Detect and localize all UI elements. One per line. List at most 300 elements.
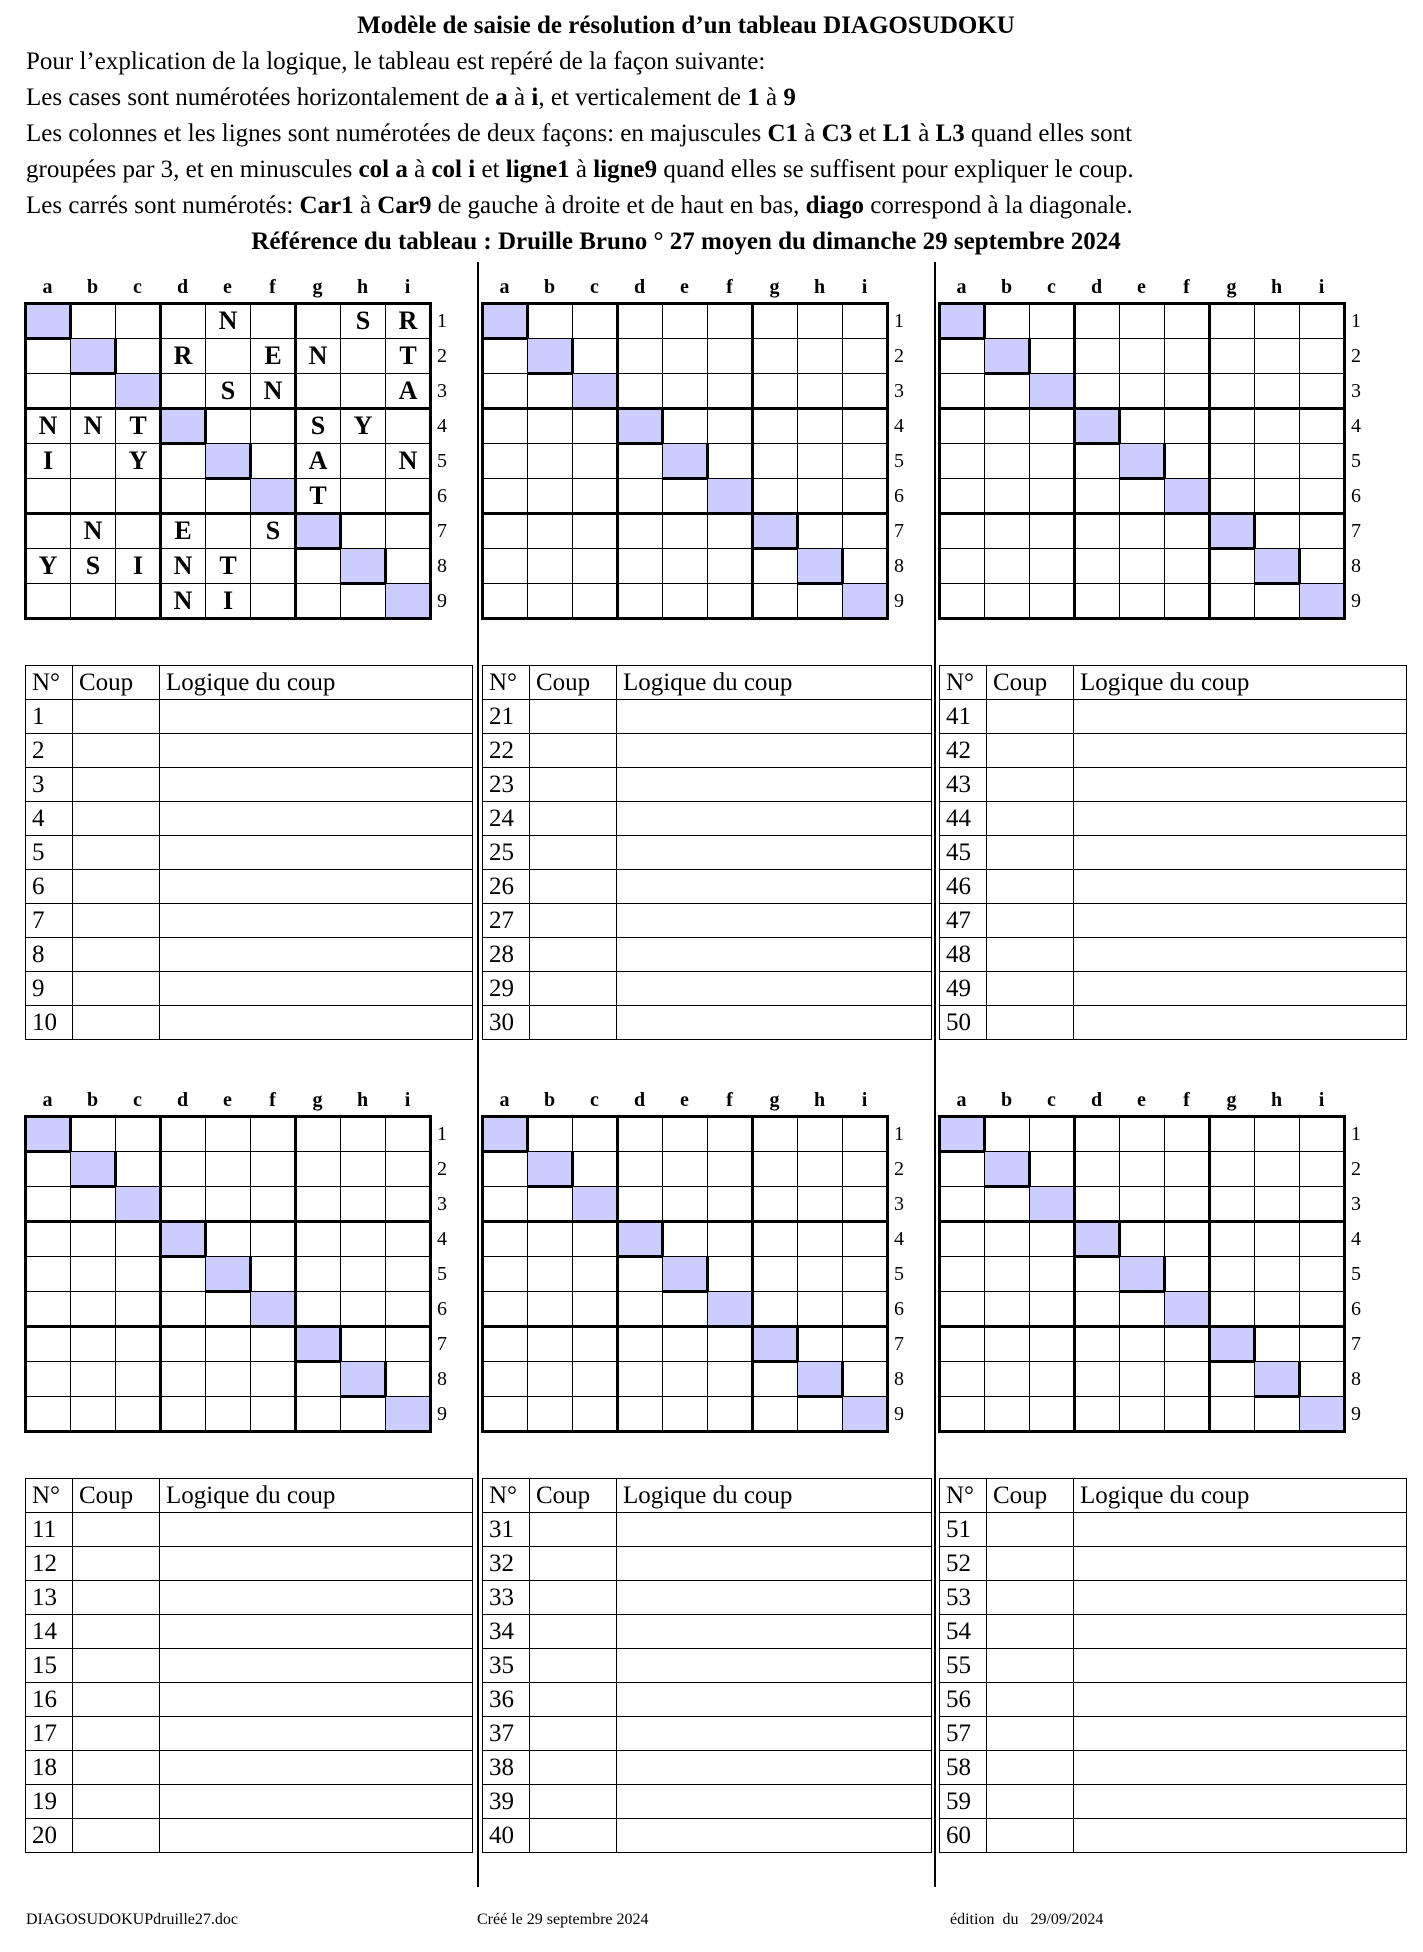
grid-cell[interactable] — [842, 1116, 888, 1152]
move-coup-cell[interactable] — [987, 1649, 1074, 1683]
move-coup-cell[interactable] — [73, 1615, 160, 1649]
move-coup-cell[interactable] — [530, 870, 617, 904]
grid-cell[interactable] — [572, 443, 618, 479]
move-logic-cell[interactable] — [1074, 938, 1407, 972]
grid-cell[interactable] — [1164, 1326, 1210, 1362]
grid-cell[interactable] — [482, 338, 528, 374]
move-logic-cell[interactable] — [160, 904, 473, 938]
grid-cell[interactable] — [662, 1326, 708, 1362]
grid-cell[interactable] — [842, 1221, 888, 1257]
grid-cell[interactable] — [527, 1361, 573, 1397]
diagonal-cell[interactable] — [797, 1361, 843, 1397]
grid-cell[interactable] — [1119, 1151, 1165, 1187]
move-logic-cell[interactable] — [1074, 1547, 1407, 1581]
grid-cell[interactable] — [482, 513, 528, 549]
move-coup-cell[interactable] — [73, 734, 160, 768]
grid-cell[interactable] — [797, 408, 843, 444]
grid-cell[interactable] — [617, 1186, 663, 1222]
diagonal-cell[interactable] — [527, 1151, 573, 1187]
move-logic-cell[interactable] — [160, 700, 473, 734]
grid-cell[interactable] — [25, 1326, 71, 1362]
move-coup-cell[interactable] — [530, 734, 617, 768]
move-coup-cell[interactable] — [987, 1717, 1074, 1751]
grid-cell[interactable] — [752, 1361, 798, 1397]
grid-cell[interactable]: N — [70, 513, 116, 549]
grid-cell[interactable] — [617, 548, 663, 584]
grid-cell[interactable] — [842, 303, 888, 339]
grid-cell[interactable] — [617, 1361, 663, 1397]
move-coup-cell[interactable] — [987, 700, 1074, 734]
move-coup-cell[interactable] — [530, 1751, 617, 1785]
diagonal-cell[interactable] — [1254, 548, 1300, 584]
grid-cell[interactable] — [1209, 548, 1255, 584]
grid-cell[interactable] — [295, 1186, 341, 1222]
grid-cell[interactable] — [340, 583, 386, 619]
diagonal-cell[interactable] — [205, 443, 251, 479]
grid-cell[interactable] — [1254, 303, 1300, 339]
grid-cell[interactable] — [662, 303, 708, 339]
grid-cell[interactable] — [1119, 1396, 1165, 1432]
grid-cell[interactable] — [250, 1326, 296, 1362]
grid-cell[interactable] — [1254, 1116, 1300, 1152]
grid-cell[interactable] — [115, 1361, 161, 1397]
grid-cell[interactable] — [939, 1221, 985, 1257]
grid-cell[interactable] — [340, 478, 386, 514]
grid-cell[interactable] — [1254, 1186, 1300, 1222]
grid-cell[interactable] — [842, 478, 888, 514]
grid-cell[interactable]: A — [295, 443, 341, 479]
grid-cell[interactable] — [25, 1361, 71, 1397]
grid-cell[interactable] — [797, 1116, 843, 1152]
move-coup-cell[interactable] — [987, 1785, 1074, 1819]
grid-cell[interactable] — [250, 408, 296, 444]
grid-cell[interactable] — [1254, 1326, 1300, 1362]
grid-cell[interactable] — [527, 478, 573, 514]
grid-cell[interactable] — [1029, 583, 1075, 619]
grid-cell[interactable] — [1029, 1326, 1075, 1362]
grid-cell[interactable] — [1254, 1256, 1300, 1292]
grid-cell[interactable] — [1164, 408, 1210, 444]
grid-cell[interactable] — [1119, 513, 1165, 549]
grid-cell[interactable] — [1119, 1186, 1165, 1222]
grid-cell[interactable] — [842, 1186, 888, 1222]
move-coup-cell[interactable] — [987, 802, 1074, 836]
grid-cell[interactable] — [752, 1256, 798, 1292]
grid-cell[interactable] — [295, 548, 341, 584]
move-logic-cell[interactable] — [160, 938, 473, 972]
grid-cell[interactable] — [482, 583, 528, 619]
grid-cell[interactable] — [572, 1221, 618, 1257]
grid-cell[interactable] — [617, 1151, 663, 1187]
move-coup-cell[interactable] — [987, 1751, 1074, 1785]
grid-cell[interactable] — [662, 1396, 708, 1432]
grid-cell[interactable] — [752, 1221, 798, 1257]
grid-cell[interactable] — [617, 583, 663, 619]
grid-cell[interactable] — [939, 373, 985, 409]
move-logic-cell[interactable] — [617, 904, 932, 938]
move-coup-cell[interactable] — [73, 1785, 160, 1819]
grid-cell[interactable] — [250, 583, 296, 619]
move-logic-cell[interactable] — [1074, 734, 1407, 768]
move-logic-cell[interactable] — [617, 1547, 932, 1581]
grid-cell[interactable] — [70, 1256, 116, 1292]
move-coup-cell[interactable] — [73, 1513, 160, 1547]
move-coup-cell[interactable] — [987, 972, 1074, 1006]
grid-cell[interactable] — [527, 1396, 573, 1432]
grid-cell[interactable] — [1074, 583, 1120, 619]
grid-cell[interactable] — [70, 1116, 116, 1152]
move-logic-cell[interactable] — [617, 768, 932, 802]
grid-cell[interactable] — [1164, 548, 1210, 584]
grid-cell[interactable] — [1074, 1256, 1120, 1292]
grid-cell[interactable] — [1299, 373, 1345, 409]
move-logic-cell[interactable] — [617, 972, 932, 1006]
move-logic-cell[interactable] — [1074, 1751, 1407, 1785]
diagonal-cell[interactable] — [385, 583, 431, 619]
grid-cell[interactable] — [527, 373, 573, 409]
move-logic-cell[interactable] — [160, 768, 473, 802]
grid-cell[interactable] — [939, 1396, 985, 1432]
grid-cell[interactable] — [797, 338, 843, 374]
grid-cell[interactable] — [797, 583, 843, 619]
grid-cell[interactable] — [1119, 478, 1165, 514]
move-logic-cell[interactable] — [617, 1615, 932, 1649]
grid-cell[interactable] — [1074, 1151, 1120, 1187]
grid-cell[interactable] — [939, 513, 985, 549]
grid-cell[interactable] — [1164, 1256, 1210, 1292]
grid-cell[interactable] — [340, 338, 386, 374]
move-logic-cell[interactable] — [160, 1717, 473, 1751]
move-logic-cell[interactable] — [160, 836, 473, 870]
grid-cell[interactable] — [160, 1396, 206, 1432]
grid-cell[interactable] — [527, 1256, 573, 1292]
grid-cell[interactable] — [1299, 513, 1345, 549]
move-coup-cell[interactable] — [73, 870, 160, 904]
grid-cell[interactable]: N — [385, 443, 431, 479]
grid-cell[interactable] — [572, 513, 618, 549]
diagonal-cell[interactable] — [1209, 513, 1255, 549]
move-coup-cell[interactable] — [73, 836, 160, 870]
grid-cell[interactable] — [752, 1186, 798, 1222]
grid-cell[interactable] — [984, 303, 1030, 339]
grid-cell[interactable] — [115, 1151, 161, 1187]
move-logic-cell[interactable] — [160, 1785, 473, 1819]
grid-cell[interactable] — [1164, 1361, 1210, 1397]
grid-cell[interactable] — [797, 1396, 843, 1432]
diagonal-cell[interactable] — [1119, 1256, 1165, 1292]
grid-cell[interactable] — [70, 1396, 116, 1432]
grid-cell[interactable] — [939, 443, 985, 479]
grid-cell[interactable] — [572, 1116, 618, 1152]
grid-cell[interactable] — [984, 1116, 1030, 1152]
diagonal-cell[interactable] — [70, 338, 116, 374]
grid-cell[interactable]: N — [160, 548, 206, 584]
diagonal-cell[interactable] — [115, 1186, 161, 1222]
diagonal-cell[interactable] — [1074, 408, 1120, 444]
grid-cell[interactable] — [250, 1116, 296, 1152]
move-logic-cell[interactable] — [617, 1683, 932, 1717]
move-logic-cell[interactable] — [617, 1006, 932, 1040]
move-coup-cell[interactable] — [73, 972, 160, 1006]
grid-cell[interactable] — [797, 1221, 843, 1257]
move-logic-cell[interactable] — [1074, 1006, 1407, 1040]
move-logic-cell[interactable] — [617, 1513, 932, 1547]
diagonal-cell[interactable] — [662, 1256, 708, 1292]
grid-cell[interactable] — [842, 1151, 888, 1187]
grid-cell[interactable] — [707, 548, 753, 584]
move-coup-cell[interactable] — [73, 1819, 160, 1853]
grid-cell[interactable] — [527, 408, 573, 444]
move-logic-cell[interactable] — [1074, 972, 1407, 1006]
move-logic-cell[interactable] — [1074, 1615, 1407, 1649]
grid-cell[interactable] — [385, 548, 431, 584]
grid-cell[interactable] — [385, 408, 431, 444]
diagonal-cell[interactable] — [25, 1116, 71, 1152]
grid-cell[interactable] — [939, 408, 985, 444]
grid-cell[interactable] — [617, 1116, 663, 1152]
grid-cell[interactable] — [205, 1396, 251, 1432]
grid-cell[interactable] — [205, 1186, 251, 1222]
grid-cell[interactable] — [1029, 1256, 1075, 1292]
grid-cell[interactable] — [1029, 1221, 1075, 1257]
grid-cell[interactable] — [205, 1116, 251, 1152]
grid-cell[interactable] — [385, 513, 431, 549]
diagonal-cell[interactable] — [115, 373, 161, 409]
grid-cell[interactable] — [1164, 1396, 1210, 1432]
grid-cell[interactable] — [984, 1291, 1030, 1327]
grid-cell[interactable] — [527, 1291, 573, 1327]
move-logic-cell[interactable] — [1074, 1513, 1407, 1547]
grid-cell[interactable]: A — [385, 373, 431, 409]
grid-cell[interactable] — [25, 338, 71, 374]
move-coup-cell[interactable] — [73, 700, 160, 734]
grid-cell[interactable] — [1119, 1116, 1165, 1152]
grid-cell[interactable] — [1029, 443, 1075, 479]
grid-cell[interactable] — [707, 443, 753, 479]
grid-cell[interactable] — [617, 478, 663, 514]
grid-cell[interactable]: N — [70, 408, 116, 444]
grid-cell[interactable] — [1074, 338, 1120, 374]
grid-cell[interactable] — [984, 513, 1030, 549]
grid-cell[interactable] — [295, 583, 341, 619]
move-coup-cell[interactable] — [987, 938, 1074, 972]
grid-cell[interactable] — [617, 1256, 663, 1292]
diagonal-cell[interactable] — [842, 1396, 888, 1432]
grid-cell[interactable] — [25, 1396, 71, 1432]
diagonal-cell[interactable] — [707, 478, 753, 514]
move-coup-cell[interactable] — [530, 1513, 617, 1547]
grid-cell[interactable] — [295, 1291, 341, 1327]
grid-cell[interactable] — [527, 443, 573, 479]
grid-cell[interactable] — [1074, 1116, 1120, 1152]
grid-cell[interactable] — [1299, 1361, 1345, 1397]
grid-cell[interactable]: I — [205, 583, 251, 619]
grid-cell[interactable] — [70, 373, 116, 409]
grid-cell[interactable] — [1074, 1361, 1120, 1397]
grid-cell[interactable] — [707, 1396, 753, 1432]
grid-cell[interactable] — [115, 1116, 161, 1152]
move-coup-cell[interactable] — [73, 1717, 160, 1751]
grid-cell[interactable] — [1119, 338, 1165, 374]
grid-cell[interactable] — [70, 1361, 116, 1397]
grid-cell[interactable] — [115, 1291, 161, 1327]
grid-cell[interactable] — [70, 1291, 116, 1327]
grid-cell[interactable] — [1119, 303, 1165, 339]
grid-cell[interactable] — [752, 548, 798, 584]
move-coup-cell[interactable] — [987, 1006, 1074, 1040]
grid-cell[interactable] — [482, 548, 528, 584]
grid-cell[interactable] — [572, 1361, 618, 1397]
grid-cell[interactable] — [1029, 1116, 1075, 1152]
grid-cell[interactable] — [250, 1256, 296, 1292]
move-coup-cell[interactable] — [987, 734, 1074, 768]
move-coup-cell[interactable] — [73, 1649, 160, 1683]
move-coup-cell[interactable] — [530, 1683, 617, 1717]
grid-cell[interactable] — [115, 1396, 161, 1432]
grid-cell[interactable] — [160, 1151, 206, 1187]
grid-cell[interactable] — [160, 478, 206, 514]
grid-cell[interactable] — [340, 1326, 386, 1362]
grid-cell[interactable] — [482, 1221, 528, 1257]
grid-cell[interactable] — [984, 548, 1030, 584]
grid-cell[interactable] — [1074, 548, 1120, 584]
grid-cell[interactable] — [1029, 338, 1075, 374]
move-coup-cell[interactable] — [73, 904, 160, 938]
move-logic-cell[interactable] — [617, 1649, 932, 1683]
grid-cell[interactable] — [1254, 408, 1300, 444]
move-coup-cell[interactable] — [987, 1581, 1074, 1615]
grid-cell[interactable] — [1119, 1361, 1165, 1397]
grid-cell[interactable] — [617, 338, 663, 374]
diagonal-cell[interactable] — [572, 373, 618, 409]
move-coup-cell[interactable] — [987, 1615, 1074, 1649]
move-coup-cell[interactable] — [987, 836, 1074, 870]
move-coup-cell[interactable] — [530, 1547, 617, 1581]
diagonal-cell[interactable] — [939, 1116, 985, 1152]
grid-cell[interactable] — [1119, 1326, 1165, 1362]
grid-cell[interactable] — [572, 583, 618, 619]
grid-cell[interactable] — [385, 1221, 431, 1257]
move-logic-cell[interactable] — [160, 1683, 473, 1717]
grid-cell[interactable] — [160, 1326, 206, 1362]
grid-cell[interactable] — [1074, 513, 1120, 549]
diagonal-cell[interactable] — [797, 548, 843, 584]
grid-cell[interactable] — [1074, 303, 1120, 339]
grid-cell[interactable] — [160, 303, 206, 339]
diagonal-cell[interactable] — [984, 1151, 1030, 1187]
grid-cell[interactable] — [482, 478, 528, 514]
grid-cell[interactable] — [70, 478, 116, 514]
move-coup-cell[interactable] — [530, 1785, 617, 1819]
grid-cell[interactable] — [752, 443, 798, 479]
grid-cell[interactable] — [1209, 1186, 1255, 1222]
grid-cell[interactable] — [939, 1326, 985, 1362]
move-coup-cell[interactable] — [530, 802, 617, 836]
diagonal-cell[interactable] — [482, 303, 528, 339]
grid-cell[interactable] — [1254, 478, 1300, 514]
grid-cell[interactable] — [1119, 1291, 1165, 1327]
grid-cell[interactable] — [385, 1151, 431, 1187]
move-logic-cell[interactable] — [1074, 904, 1407, 938]
diagonal-cell[interactable] — [1029, 1186, 1075, 1222]
move-logic-cell[interactable] — [1074, 700, 1407, 734]
grid-cell[interactable] — [1164, 373, 1210, 409]
diagonal-cell[interactable] — [1209, 1326, 1255, 1362]
grid-cell[interactable] — [662, 1151, 708, 1187]
grid-cell[interactable] — [527, 513, 573, 549]
diagonal-cell[interactable] — [250, 478, 296, 514]
grid-cell[interactable] — [1209, 478, 1255, 514]
grid-cell[interactable] — [1254, 373, 1300, 409]
grid-cell[interactable] — [160, 1256, 206, 1292]
grid-cell[interactable] — [842, 513, 888, 549]
move-logic-cell[interactable] — [160, 1751, 473, 1785]
grid-cell[interactable] — [797, 443, 843, 479]
move-coup-cell[interactable] — [73, 1581, 160, 1615]
grid-cell[interactable] — [115, 583, 161, 619]
grid-cell[interactable] — [797, 1291, 843, 1327]
grid-cell[interactable] — [984, 1221, 1030, 1257]
grid-cell[interactable]: N — [205, 303, 251, 339]
grid-cell[interactable] — [1029, 1291, 1075, 1327]
move-coup-cell[interactable] — [987, 1513, 1074, 1547]
grid-cell[interactable] — [25, 1291, 71, 1327]
grid-cell[interactable] — [662, 373, 708, 409]
move-coup-cell[interactable] — [987, 768, 1074, 802]
grid-cell[interactable] — [295, 303, 341, 339]
grid-cell[interactable]: Y — [340, 408, 386, 444]
grid-cell[interactable] — [295, 1396, 341, 1432]
diagonal-cell[interactable] — [1029, 373, 1075, 409]
grid-cell[interactable] — [527, 1186, 573, 1222]
grid-cell[interactable] — [115, 303, 161, 339]
grid-cell[interactable] — [662, 583, 708, 619]
grid-cell[interactable] — [617, 1396, 663, 1432]
grid-cell[interactable] — [939, 1151, 985, 1187]
grid-cell[interactable] — [752, 373, 798, 409]
grid-cell[interactable] — [295, 1151, 341, 1187]
grid-cell[interactable] — [340, 1256, 386, 1292]
grid-cell[interactable] — [115, 1221, 161, 1257]
move-logic-cell[interactable] — [160, 1819, 473, 1853]
move-coup-cell[interactable] — [530, 904, 617, 938]
grid-cell[interactable] — [707, 1221, 753, 1257]
grid-cell[interactable] — [527, 1326, 573, 1362]
grid-cell[interactable] — [797, 478, 843, 514]
grid-cell[interactable]: T — [385, 338, 431, 374]
grid-cell[interactable] — [707, 338, 753, 374]
grid-cell[interactable] — [984, 443, 1030, 479]
grid-cell[interactable] — [70, 443, 116, 479]
grid-cell[interactable] — [340, 1151, 386, 1187]
grid-cell[interactable]: S — [340, 303, 386, 339]
grid-cell[interactable] — [1164, 583, 1210, 619]
grid-cell[interactable] — [797, 1151, 843, 1187]
grid-cell[interactable] — [1074, 478, 1120, 514]
move-logic-cell[interactable] — [160, 1006, 473, 1040]
grid-cell[interactable] — [1164, 513, 1210, 549]
grid-cell[interactable] — [662, 1291, 708, 1327]
move-logic-cell[interactable] — [1074, 802, 1407, 836]
diagonal-cell[interactable] — [482, 1116, 528, 1152]
move-coup-cell[interactable] — [530, 1615, 617, 1649]
grid-cell[interactable] — [527, 1116, 573, 1152]
grid-cell[interactable] — [527, 1221, 573, 1257]
grid-cell[interactable] — [984, 478, 1030, 514]
grid-cell[interactable] — [842, 1326, 888, 1362]
grid-cell[interactable] — [385, 1256, 431, 1292]
grid-cell[interactable] — [70, 1326, 116, 1362]
